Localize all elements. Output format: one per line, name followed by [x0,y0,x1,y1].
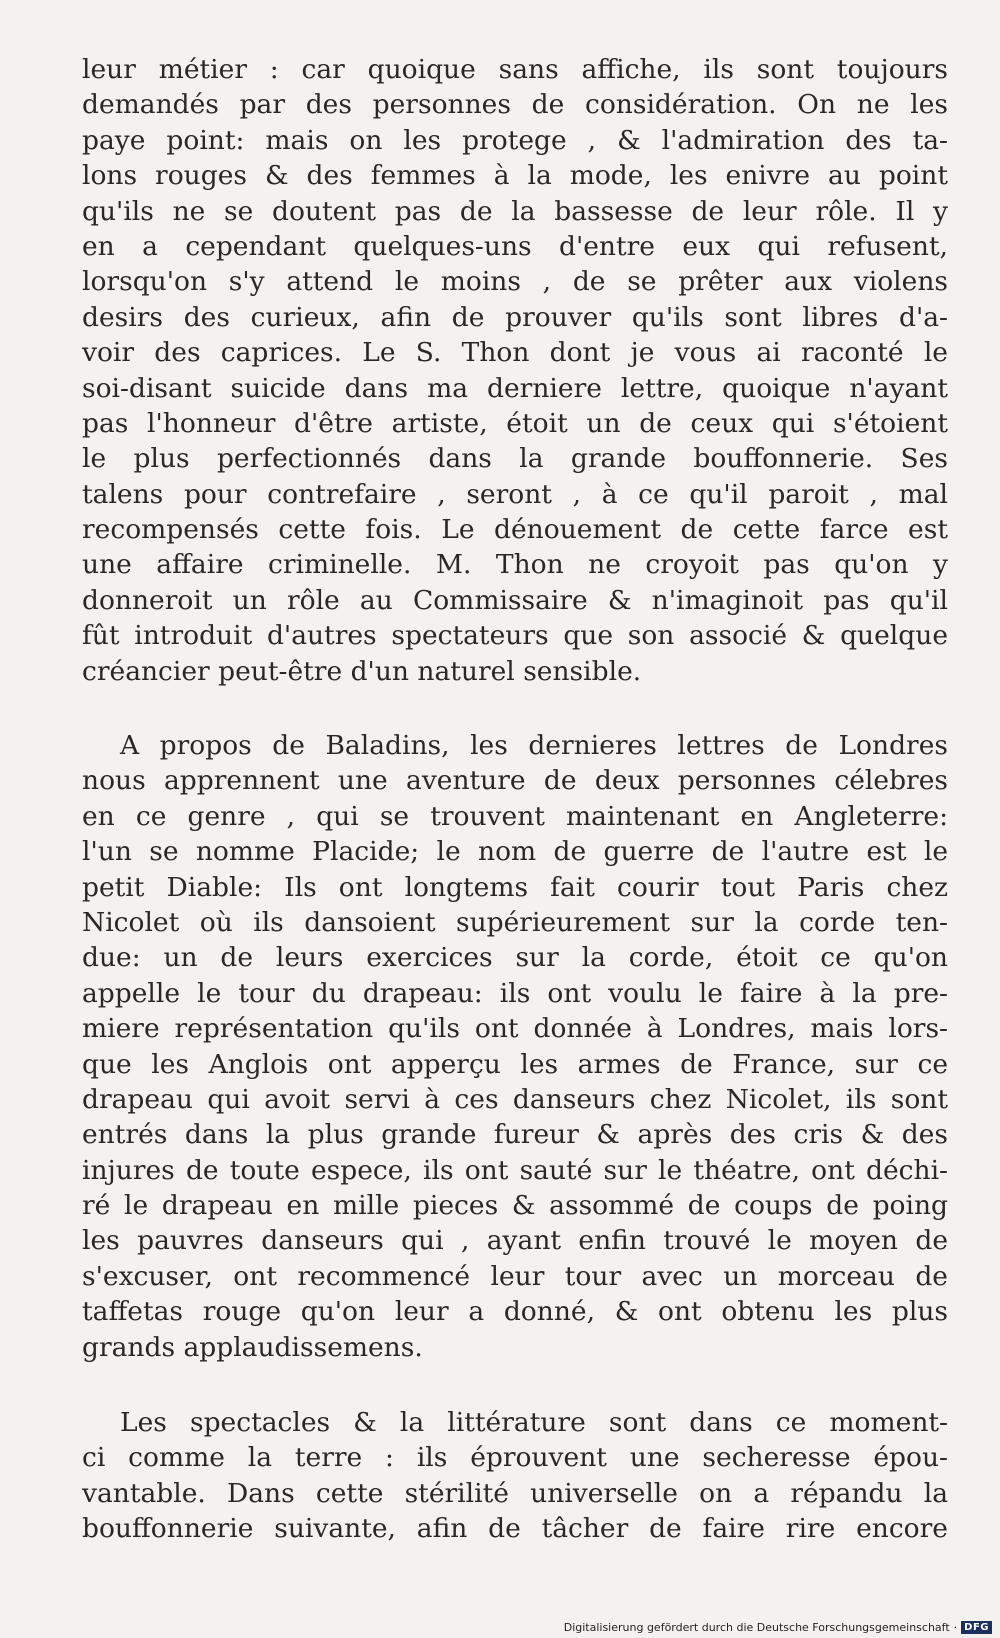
text-line: ci comme la terre : ils éprouvent une secheresse épou- [82,1442,948,1474]
text-line: lorsqu'on s'y attend le moins , de se prêter aux violens [82,266,948,298]
text-line: en ce genre , qui se trouvent maintenant en Angleterre: [82,800,948,832]
digitization-footer [564,1621,992,1634]
text-line: créancier peut-être d'un naturel sensible. [82,655,642,687]
text-line: Les spectacles & la littérature sont dans ce moment- [120,1407,948,1438]
paragraph-1 [82,52,948,689]
text-line: nous apprennent une aventure de deux personnes célebres [82,765,948,797]
text-line: appelle le tour du drapeau: ils ont voulu le faire à la pre- [82,977,948,1009]
text-line: due: un de leurs exercices sur la corde, étoit ce qu'on [82,942,948,974]
paragraph-2 [82,728,948,1365]
text-line: miere représentation qu'ils ont donnée à Londres, mais lors- [82,1013,948,1045]
text-line: Nicolet où ils dansoient supérieurement sur la corde ten- [82,906,948,938]
text-line: petit Diable: Ils ont longtems fait courir tout Paris chez [82,871,948,903]
text-line: taffetas rouge qu'on leur a donné, & ont obtenu les plus [82,1296,948,1328]
text-line: leur métier : car quoique sans affiche, ils sont toujours [82,54,948,85]
dfg-logo: · [953,1621,958,1634]
text-line: drapeau qui avoit servi à ces danseurs chez Nicolet, ils sont [82,1083,948,1115]
text-line: voir des caprices. Le S. Thon dont je vous ai raconté le [82,337,948,369]
text-line: recompensés cette fois. Le dénouement de cette farce est [82,514,948,546]
text-line: pas l'honneur d'être artiste, étoit un de ceux qui s'étoient [82,407,948,439]
text-line: grands applaudissemens. [82,1331,423,1363]
text-line: l'un se nomme Placide; le nom de guerre de l'autre est le [82,836,948,868]
text-line: demandés par des personnes de considération. On ne les [82,89,948,121]
paragraph-3 [82,1405,948,1547]
text-line: entrés dans la plus grande fureur & après des cris & des [82,1119,948,1151]
text-line: les pauvres danseurs qui , ayant enfin trouvé le moyen de [82,1225,948,1257]
text-line: le plus perfectionnés dans la grande bouffonnerie. Ses [82,443,948,475]
text-line: paye point: mais on les protege , & l'admiration des ta- [82,124,948,156]
text-line: talens pour contrefaire , seront , à ce qu'il paroit , mal [82,478,948,510]
text-line: A propos de Baladins, les dernieres lettres de Londres [120,730,948,761]
footer-credit-text: Digitalisierung gefördert durch die Deutsche Forschungsgemeinschaft [563,1621,950,1634]
text-line: vantable. Dans cette stérilité universelle on a répandu la [82,1477,948,1509]
text-line: ré le drapeau en mille pieces & assommé de coups de poing [82,1190,948,1222]
text-line: donneroit un rôle au Commissaire & n'imaginoit pas qu'il [82,584,948,616]
text-line: soi-disant suicide dans ma derniere lettre, quoique n'ayant [82,372,948,404]
text-line: desirs des curieux, afin de prouver qu'ils sont libres d'a- [82,301,948,333]
text-line: fût introduit d'autres spectateurs que son associé & quelque [82,620,948,652]
text-line: que les Anglois ont apperçu les armes de France, sur ce [82,1048,948,1080]
text-line: injures de toute espece, ils ont sauté sur le théatre, ont déchi- [82,1154,948,1186]
dfg-logo-icon: DFG [961,1621,992,1634]
text-line: bouffonnerie suivante, afin de tâcher de faire rire encore [82,1513,948,1545]
text-line: une affaire criminelle. M. Thon ne croyoit pas qu'on y [82,549,948,581]
text-line: qu'ils ne se doutent pas de la bassesse de leur rôle. Il y [82,195,948,227]
text-line: lons rouges & des femmes à la mode, les enivre au point [82,160,948,192]
text-line: s'excuser, ont recommencé leur tour avec un morceau de [82,1260,948,1292]
text-line: en a cependant quelques-uns d'entre eux qui refusent, [82,230,948,262]
